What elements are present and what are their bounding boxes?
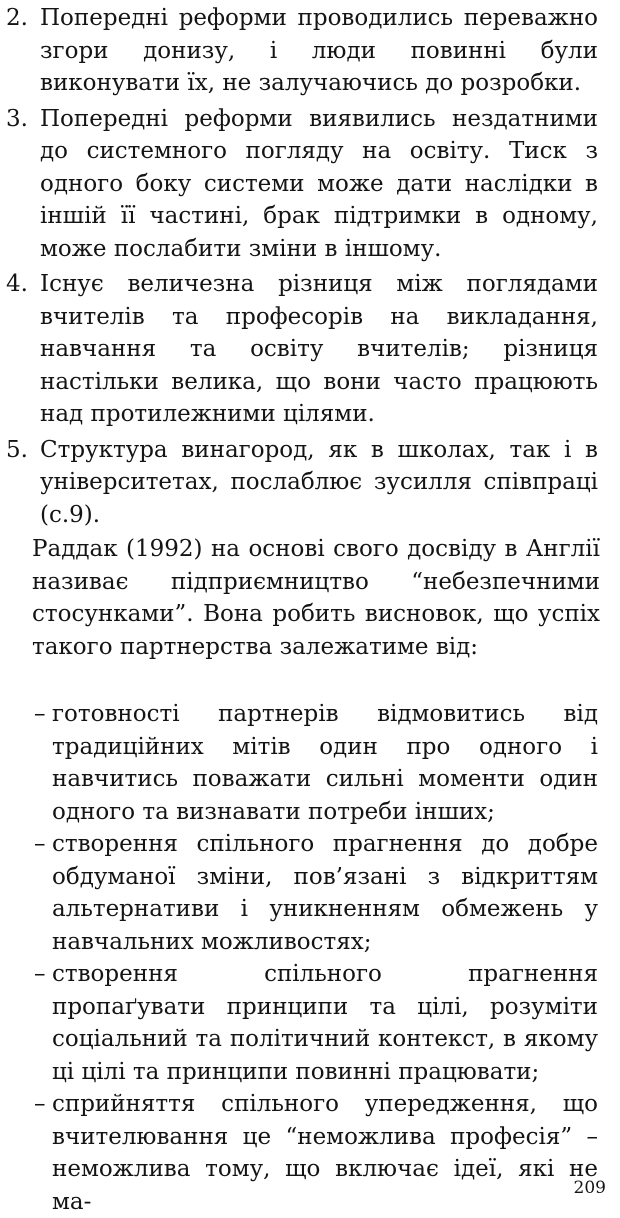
list-item-text: Структура винагород, як в школах, так і в університетах, послаблює зусилля співпраці (с.9).: [40, 436, 598, 528]
dash-list: [0, 698, 620, 1218]
list-item-text: Попередні реформи проводились переважно згори донизу, і люди повинні були виконувати їх, не залучаючись до розробки.: [40, 5, 598, 96]
dash-bullet: –: [34, 701, 46, 727]
page-number: 209: [573, 1178, 606, 1198]
body-paragraph: Раддак (1992) на основі свого досвіду в Англії називає підприємництво “небезпечними стосунками”. Вона робить висновок, що успіх такого партнерства залежатиме від:: [32, 536, 600, 660]
list-item: [0, 958, 620, 1088]
list-item-text: створення спільного прагнення до добре обдуманої зміни, пов’язані з відкриттям альтернативи і уникненням обмежень у навчальних можливостях;: [52, 831, 598, 955]
list-item: [0, 434, 620, 532]
list-item-text: Попередні реформи виявились нездатними до системного погляду на освіту. Тиск з одного боку системи може дати наслідки в іншій її частині, брак підтримки в одному, може послабити зміни в іншому.: [40, 105, 598, 262]
list-item: [0, 1088, 620, 1218]
list-item-text: створення спільного прагнення пропаґувати принципи та цілі, розуміти соціальний та політичний контекст, в якому ці цілі та принципи повинні працювати;: [52, 961, 598, 1085]
list-item-text: готовності партнерів відмовитись від традиційних мітів один про одного і навчитись поважати сильні моменти один одного та визнавати потреби інших;: [52, 701, 598, 825]
list-item-text: сприйняття спільного упередження, що вчителювання це “неможлива професія” – неможлива тому, що включає ідеї, які не ма-: [52, 1091, 598, 1215]
list-item-number: 3.: [6, 105, 28, 132]
list-item: [0, 103, 620, 266]
list-item: [0, 2, 620, 100]
list-item-number: 2.: [6, 5, 28, 31]
dash-bullet: –: [34, 831, 46, 857]
list-item: [0, 828, 620, 958]
list-item-number: 5.: [6, 436, 28, 463]
list-item: [0, 268, 620, 431]
list-item-number: 4.: [6, 271, 28, 297]
dash-bullet: –: [34, 961, 46, 987]
dash-bullet: –: [34, 1091, 46, 1117]
list-item: [0, 698, 620, 828]
numbered-list: [0, 2, 620, 534]
list-item-text: Існує величезна різниця між поглядами вчителів та професорів на викладання, навчання та освіту вчителів; різниця настільки велика, що вони часто працюють над протилежними цілями.: [40, 271, 598, 427]
